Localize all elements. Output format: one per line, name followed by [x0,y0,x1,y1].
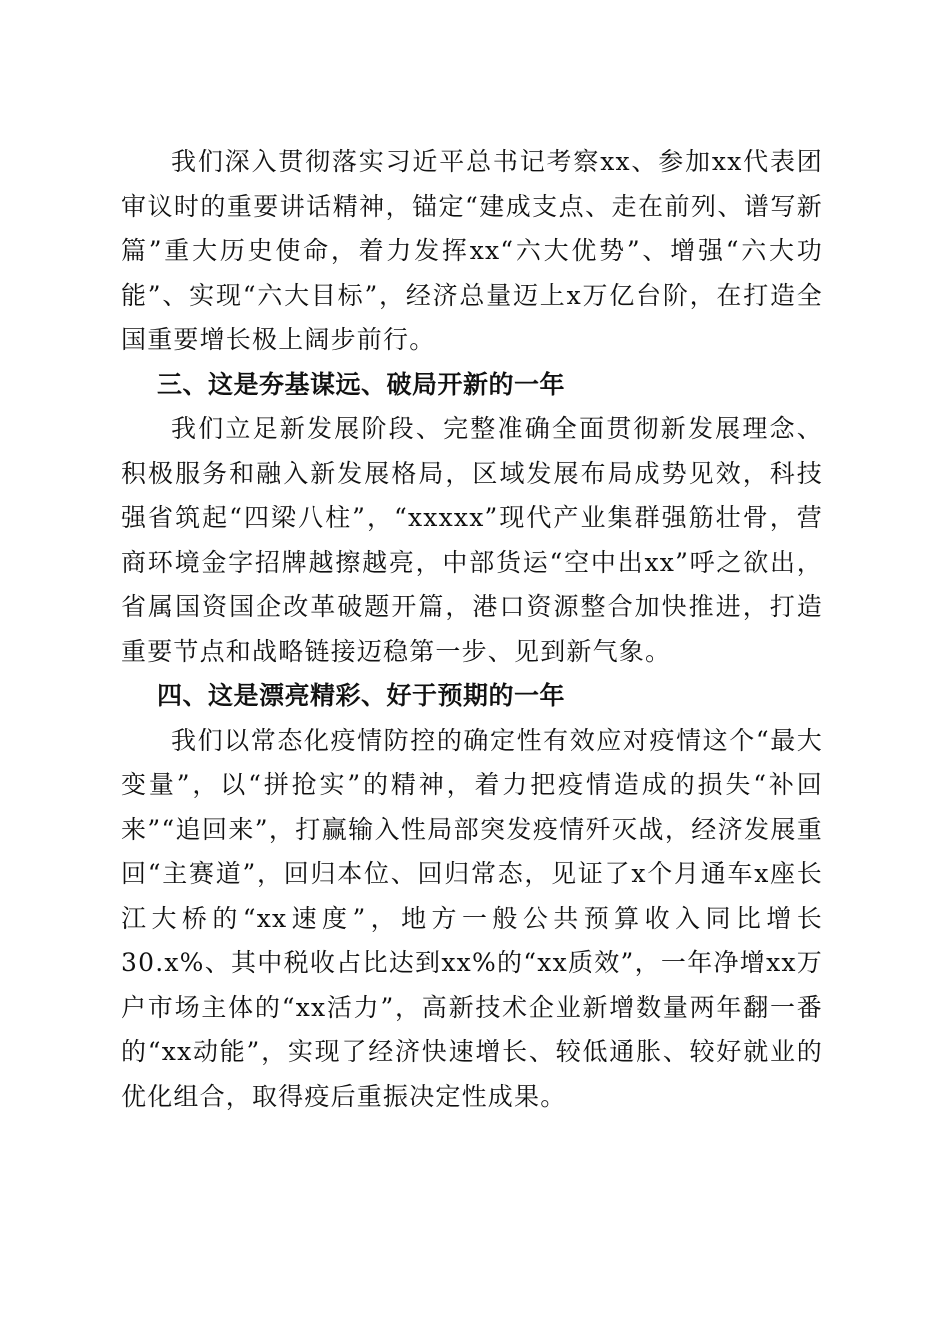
paragraph-3: 我们以常态化疫情防控的确定性有效应对疫情这个“最大变量”，以“拼抢实”的精神，着力把疫情造成的损失“补回来”“追回来”，打赢输入性局部突发疫情歼灭战，经济发展重回“主赛道”，回归本位、回归常态，见证了x个月通车x座长江大桥的“xx速度”，地方一般公共预算收入同比增长30.x%、其中税收占比达到xx%的“xx质效”，一年净增xx万户市场主体的“xx活力”，高新技术企业新增数量两年翻一番的“xx动能”，实现了经济快速增长、较低通胀、较好就业的优化组合，取得疫后重振决定性成果。 [121,725,823,1111]
paragraph-2: 我们立足新发展阶段、完整准确全面贯彻新发展理念、积极服务和融入新发展格局，区域发展布局成势见效，科技强省筑起“四梁八柱”，“xxxxx”现代产业集群强筋壮骨，营商环境金字招牌越擦越亮，中部货运“空中出xx”呼之欲出，省属国资国企改革破题开篇，港口资源整合加快推进，打造重要节点和战略链接迈稳第一步、见到新气象。 [121,414,823,666]
section-heading-4: 四、这是漂亮精彩、好于预期的一年 [157,681,566,710]
paragraph-1: 我们深入贯彻落实习近平总书记考察xx、参加xx代表团审议时的重要讲话精神，锚定“建成支点、走在前列、谱写新篇”重大历史使命，着力发挥xx“六大优势”、增强“六大功能”、实现“六大目标”，经济总量迈上x万亿台阶，在打造全国重要增长极上阔步前行。 [121,147,823,354]
section-heading-3: 三、这是夯基谋远、破局开新的一年 [157,369,566,399]
document-body [121,140,823,1119]
